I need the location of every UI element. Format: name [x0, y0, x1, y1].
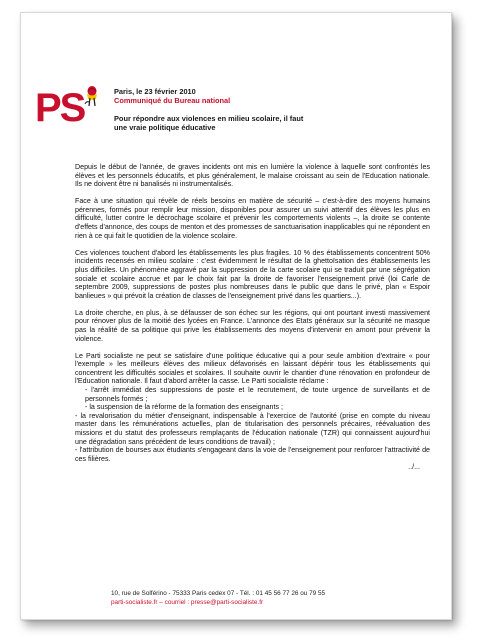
body-paragraph: Face à une situation qui révèle de réels besoins en matière de sécurité – c'est-à-dire des moyens humains pérennes, formés pour remplir leur mission, disponibles pour assurer un suivi attentif des élèves les plus en difficulté, lutter contre le décrochage scolaire et prévenir les comportements violents –, la droite se contente d'effets d'annonce, des coups de menton et des promesses de sanctuarisation inapplicables qui ne répondent en rien à ce qui fait le quotidien de la violence scolaire.: [75, 197, 430, 240]
footer-address: 10, rue de Solférino - 75333 Paris cedex 07 - Tél. : 01 45 56 77 26 ou 79 55: [111, 590, 326, 597]
demand-item: - l'attribution de bourses aux étudiants s'engageant dans la voie de l'enseignement pour renforcer l'attractivité de ces filières.: [75, 446, 430, 463]
release-topic: Pour répondre aux violences en milieu scolaire, il faut une vraie politique éducative: [114, 114, 304, 132]
demand-item: - la suspension de la réforme de la formation des enseignants ;: [85, 403, 283, 412]
page-footer: [111, 589, 371, 607]
ps-logo: [35, 85, 93, 131]
demand-item: - la revalorisation du métier d'enseignant, indispensable à l'exercice de l'autorité (prise en compte du niveau master dans les rémunérations actuelles, plan de titularisation des personnels précaires, réévaluation des missions et du statut des professeurs remplaçants de l'éducation nationale (TZR) qui connaissent aujourd'hui une dégradation sans précédent de leurs conditions de travail) ;: [75, 411, 430, 446]
release-body: [75, 163, 430, 472]
body-paragraph: Le Parti socialiste ne peut se satisfaire d'une politique éducative qui a pour seule ambition d'extraire « pour l'exemple » les meilleurs élèves des milieux défavorisés en laissant dépérir tous les établissements qui concentrent les difficultés sociales et scolaires. Il souhaite ouvrir le chantier d'une rénovation en profondeur de l'Education nationale. Il faut d'abord arrêter la casse. Le Parti socialiste réclame :: [75, 351, 430, 386]
release-subtitle: Communiqué du Bureau national: [114, 96, 231, 105]
continuation-mark: ../...: [408, 463, 420, 472]
release-date: Paris, le 23 février 2010: [114, 87, 196, 96]
press-release-header: [114, 87, 434, 132]
body-paragraph: Ces violences touchent d'abord les établissements les plus fragiles. 10 % des établissements concentrent 50% incidents recensés en milieu scolaire : c'est évidemment le résultat de la ghettoïsation des établissements les plus difficiles. Un phénomène aggravé par la suppression de la carte scolaire qui se traduit par une ségrégation sociale et scolaire accrue et par le choix fait par la droite de favoriser l'enseignement privé (loi Carle de septembre 2009, suppressions de postes plus nombreuses dans le public que dans le privé, plan « Espoir banlieues » qui prévoit la création de classes de l'enseignement privé dans les quartiers...).: [75, 248, 430, 300]
demand-item: - l'arrêt immédiat des suppressions de poste et le recrutement, de toute urgence de surveillants et de personnels formés ;: [85, 386, 430, 403]
body-paragraph: Depuis le début de l'année, de graves incidents ont mis en lumière la violence à laquelle sont confrontés les élèves et les personnels éducatifs, et plus généralement, le malaise croissant au sein de l'Education nationale. Ils ne doivent être ni banalisés ni instrumentalisés.: [75, 163, 430, 189]
body-paragraph: La droite cherche, en plus, à se défausser de son échec sur les régions, qui ont pourtant investi massivement pour rénover plus de la moitié des lycées en France. L'annonce des Etats généraux sur la sécurité ne masque pas la réalité de sa politique qui prive les établissements des moyens d'intervenir en amont pour prévenir la violence.: [75, 308, 430, 343]
footer-contact: parti-socialiste.fr – courriel : presse@parti-socialiste.fr: [111, 599, 264, 606]
ps-logo-text: PS: [35, 86, 85, 130]
rose-icon: [82, 85, 102, 107]
document-page: [20, 12, 452, 620]
